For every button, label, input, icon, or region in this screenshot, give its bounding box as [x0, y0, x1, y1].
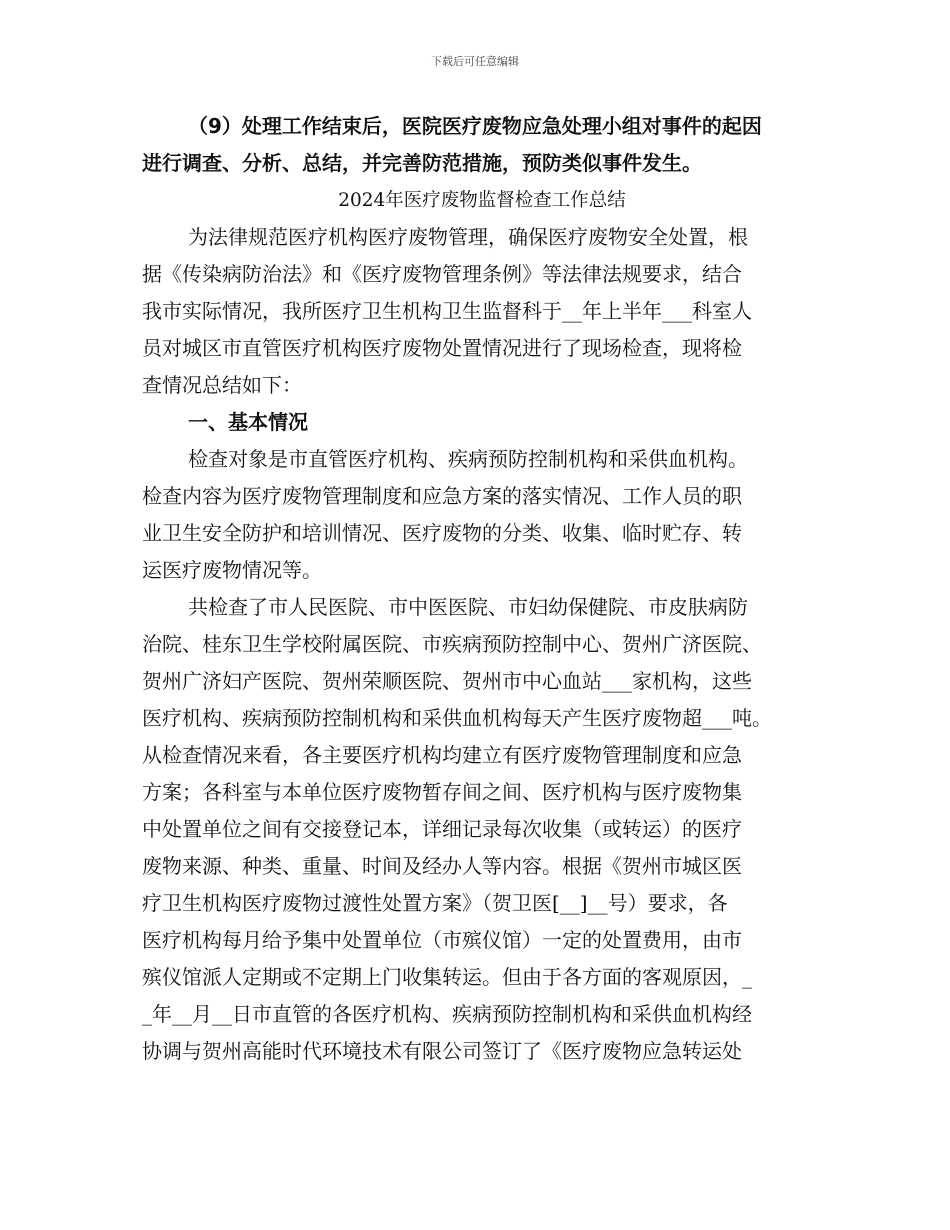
paragraph-line: 医疗机构每月给予集中处置单位（市殡仪馆）一定的处置费用，由市 [142, 928, 742, 952]
paragraph-line: 殡仪馆派人定期或不定期上门收集转运。但由于各方面的客观原因，_ [142, 965, 752, 989]
paragraph-line: 从检查情况来看，各主要医疗机构均建立有医疗废物管理制度和应急 [142, 743, 742, 767]
intro-line-2: 进行调查、分析、总结，并完善防范措施，预防类似事件发生。 [142, 151, 702, 175]
paragraph-line: 方案；各科室与本单位医疗废物暂存间之间、医疗机构与医疗废物集 [142, 780, 742, 804]
intro-line-1: （9）处理工作结束后，医院医疗废物应急处理小组对事件的起因 [188, 114, 762, 138]
paragraph-line: 协调与贺州高能时代环境技术有限公司签订了《医疗废物应急转运处 [142, 1039, 742, 1063]
section-heading: 一、基本情况 [188, 410, 308, 434]
paragraph-line: 废物来源、种类、重量、时间及经办人等内容。根据《贺州市城区医 [142, 854, 742, 878]
paragraph-line: 检查内容为医疗废物管理制度和应急方案的落实情况、工作人员的职 [142, 484, 742, 508]
paragraph-3 [142, 589, 822, 1070]
page-header-note: 下载后可任意编辑 [431, 55, 519, 68]
paragraph-line: 中处置单位之间有交接登记本，详细记录每次收集（或转运）的医疗 [142, 817, 742, 841]
paragraph-line: 医疗机构、疾病预防控制机构和采供血机构每天产生医疗废物超___吨。 [142, 706, 772, 730]
paragraph-line: 贺州广济妇产医院、贺州荣顺医院、贺州市中心血站___家机构，这些 [142, 669, 752, 693]
paragraph-line: 业卫生安全防护和培训情况、医疗废物的分类、收集、临时贮存、转 [142, 521, 742, 545]
paragraph-line: 查情况总结如下： [142, 373, 302, 397]
paragraph-line: 检查对象是市直管医疗机构、疾病预防控制机构和采供血机构。 [188, 447, 748, 471]
document-body [142, 108, 822, 1070]
paragraph-2 [142, 441, 822, 589]
paragraph-line: 员对城区市直管医疗机构医疗废物处置情况进行了现场检查，现将检 [142, 336, 742, 360]
paragraph-line: 共检查了市人民医院、市中医医院、市妇幼保健院、市皮肤病防 [188, 595, 748, 619]
paragraph-line: 治院、桂东卫生学校附属医院、市疾病预防控制中心、贺州广济医院、 [142, 632, 762, 656]
paragraph-line: _年__月__日市直管的各医疗机构、疾病预防控制机构和采供血机构经 [142, 1002, 752, 1026]
paragraph-line: 运医疗废物情况等。 [142, 558, 322, 582]
paragraph-1 [142, 219, 822, 404]
paragraph-line: 据《传染病防治法》和《医疗废物管理条例》等法律法规要求，结合 [142, 262, 742, 286]
paragraph-line: 疗卫生机构医疗废物过渡性处置方案》（贺卫医[__]__号）要求，各 [142, 891, 728, 915]
paragraph-line: 为法律规范医疗机构医疗废物管理，确保医疗废物安全处置，根 [188, 225, 748, 249]
document-title: 2024年医疗废物监督检查工作总结 [338, 190, 626, 211]
paragraph-line: 我市实际情况，我所医疗卫生机构卫生监督科于__年上半年___科室人 [142, 299, 752, 323]
